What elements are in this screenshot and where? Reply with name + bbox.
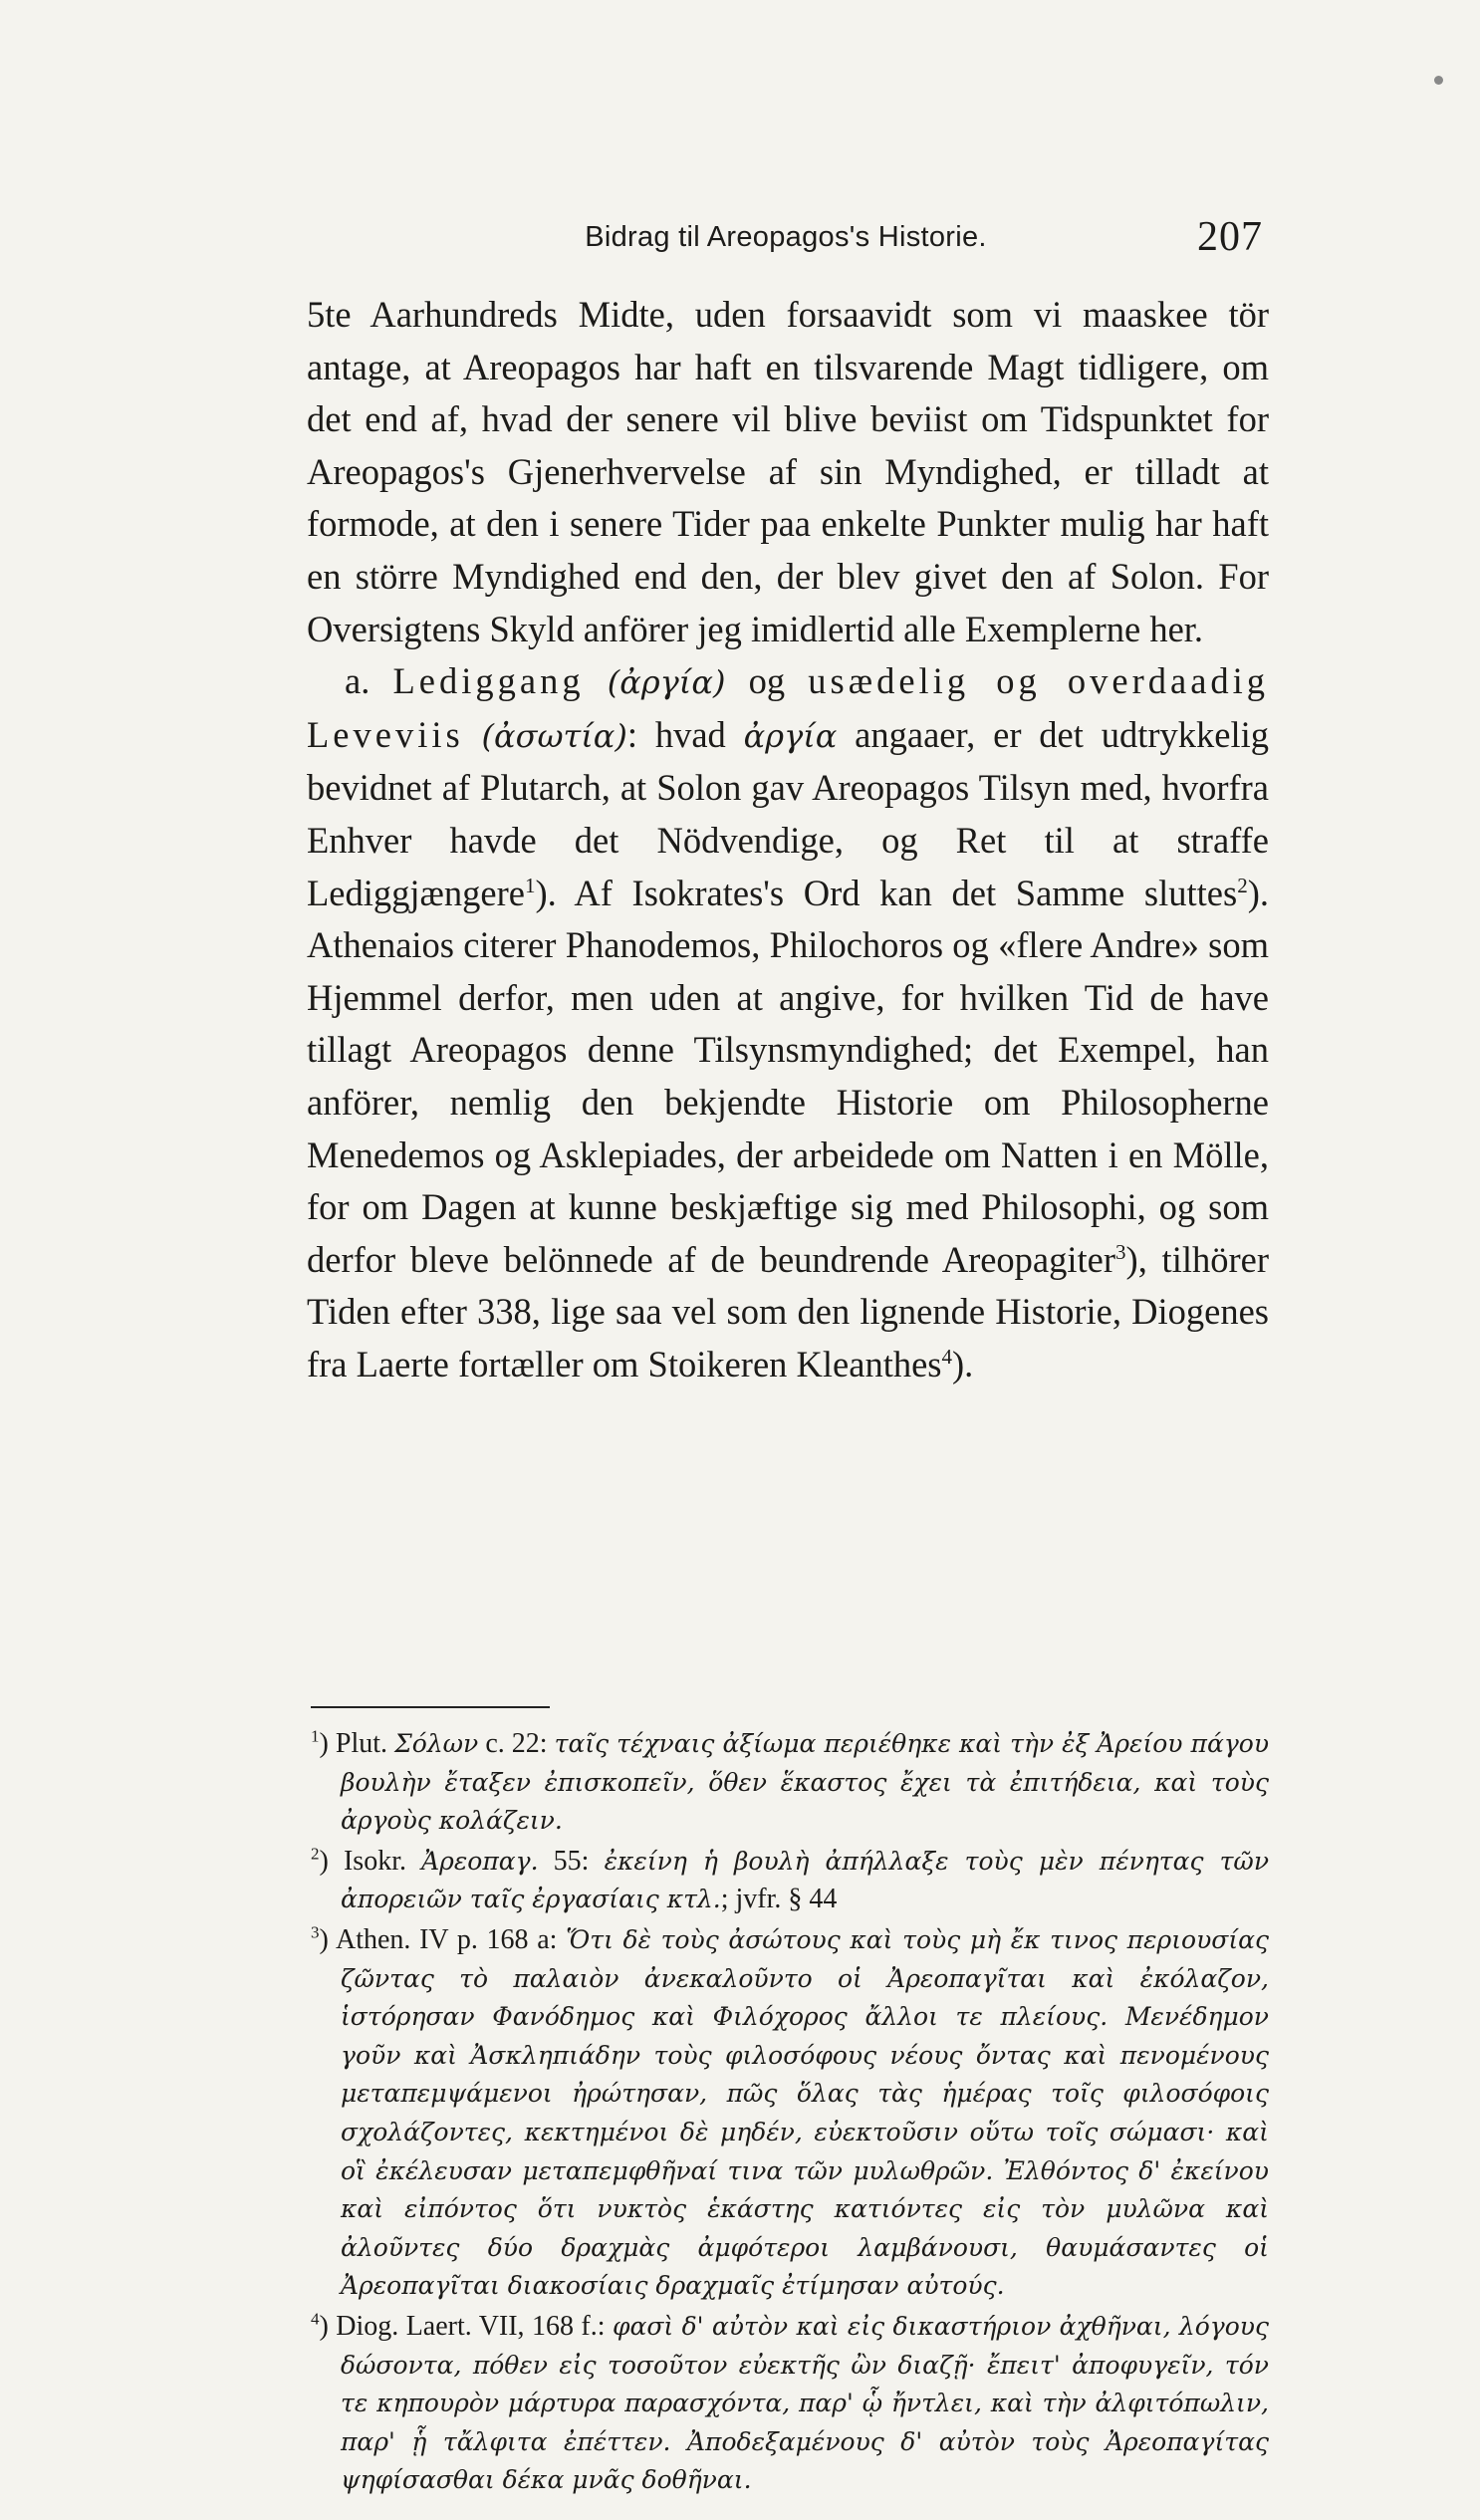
page-number: 207 xyxy=(1197,214,1263,260)
footnote-number: 2 xyxy=(311,1844,320,1864)
footnote-2: $^2$) Isokr. Ἀρεοπαγ. 55: ἐκείνη ἡ βουλὴ ἀπήλλαξε τοὺς μὲν πένητας τῶν ἀπορειῶν ταῖς ἐργασίαις κτλ.; jvfr. § 44 xyxy=(311,1844,1270,1915)
footnote-greek-title: Σόλων xyxy=(394,1729,479,1758)
footnote-number: 1 xyxy=(311,1726,320,1746)
footnote-greek: ἐκείνη ἡ βουλὴ ἀπήλλαξε τοὺς μὲν πένητας τῶν ἀπορειῶν ταῖς ἐργασίαις κτλ. xyxy=(341,1846,1270,1914)
footnote-3: $^3$) Athen. IV p. 168 a: Ὅτι δὲ τοὺς ἀσώτους καὶ τοὺς μὴ ἔκ τινος περιουσίας ζῶντας τὸ παλαιὸν ἀνεκαλοῦντο οἱ Ἀρεοπαγῖται καὶ ἐκόλαζον, ἱστόρησαν Φανόδημος καὶ Φιλόχορος ἄλλοι τε πλείους. Μενέδημον γοῦν καὶ Ἀσκληπιάδην τοὺς φιλοσόφους νέους ὄντας καὶ πενομένους μεταπεμψάμενοι ἠρώτησαν, πῶς ὅλας τὰς ἡμέρας τοῖς φιλοσόφοις σχολάζοντες, κεκτημένοι δὲ μηδέν, εὐεκτοῦσιν οὕτω τοῖς σώμασι· καὶ οἳ ἐκέλευσαν μεταπεμφθῆναί τινα τῶν μυλωθρῶν. Ἐλθόντος δ' ἐκείνου καὶ εἰπόντος ὅτι νυκτὸς ἑκάστης κατιόντες εἰς τὸν μυλῶνα καὶ ἀλοῦντες δύο δραχμὰς ἀμφότεροι λαμβάνουσι, θαυμάσαντες οἱ Ἀρεοπαγῖται διακοσίαις δραχμαῖς ἐτίμησαν αὐτούς. xyxy=(311,1922,1270,2301)
greek-argia: (ἀργία) xyxy=(607,663,726,702)
footnote-number: 4 xyxy=(311,2309,320,2329)
footnote-ref-4: 4 xyxy=(941,1344,952,1369)
footnote-greek: φασὶ δ' αὐτὸν καὶ εἰς δικαστήριον ἀχθῆναι, λόγους δώσοντα, πόθεν εἰς τοσοῦτον εὐεκτῆς ὢν διαζῇ· ἔπειτ' ἀποφυγεῖν, τόν τε κηπουρὸν μάρτυρα παρασχόντα, παρ' ᾧ ἤντλει, καὶ τὴν ἀλφιτόπωλιν, παρ' ᾗ τἄλφιτα ἐπέττεν. Ἀποδεξαμένους δ' αὐτὸν τοὺς Ἀρεοπαγίτας ψηφίσασθαι δέκα μνᾶς δοθῆναι. xyxy=(341,2311,1269,2495)
term-leveviis: usædelig og overdaadig Leveviis xyxy=(307,660,1270,755)
term-lediggang: Lediggang xyxy=(392,660,585,702)
footnote-greek: Ὅτι δὲ τοὺς ἀσώτους καὶ τοὺς μὴ ἔκ τινος περιουσίας ζῶντας τὸ παλαιὸν ἀνεκαλοῦντο οἱ Ἀρεοπαγῖται καὶ ἐκόλαζον, ἱστόρησαν Φανόδημος καὶ Φιλόχορος ἄλλοι τε πλείους. Μενέδημον γοῦν καὶ Ἀσκληπιάδην τοὺς φιλοσόφους νέους ὄντας καὶ πενομένους μεταπεμψάμενοι ἠρώτησαν, πῶς ὅλας τὰς ἡμέρας τοῖς φιλοσόφοις σχολάζοντες, κεκτημένοι δὲ μηδέν, εὐεκτοῦσιν οὕτω τοῖς σώμασι· καὶ οἳ ἐκέλευσαν μεταπεμφθῆναί τινα τῶν μυλωθρῶν. Ἐλθόντος δ' ἐκείνου καὶ εἰπόντος ὅτι νυκτὸς ἑκάστης κατιόντες εἰς τὸν μυλῶνα καὶ ἀλοῦντες δύο δραχμὰς ἀμφότεροι λαμβάνουσι, θαυμάσαντες οἱ Ἀρεοπαγῖται διακοσίαις δραχμαῖς ἐτίμησαν αὐτούς. xyxy=(341,1924,1270,2301)
paragraph-1: 5te Aarhundreds Midte, uden forsaavidt som vi maaskee tör antage, at Areopagos har haft en tilsvarende Magt tidligere, om det end af, hvad der senere vil blive beviist om Tidspunktet for Areopagos's Gjenerhvervelse af sin Myndighed, er tilladt at formode, at den i senere Tider paa enkelte Punkter mulig har haft en större Myndighed end den, der blev givet den af Solon. For Oversigtens Skyld anförer jeg imidlertid alle Exemplerne her. xyxy=(307,294,1269,649)
footnote-ref-1: 1 xyxy=(524,873,536,897)
footnote-ref-2: 2 xyxy=(1237,873,1248,897)
running-head xyxy=(309,213,1263,263)
footnote-ref: Plut. xyxy=(335,1728,388,1759)
footnotes xyxy=(311,1725,1269,2502)
greek-asotia: (ἀσωτία) xyxy=(481,716,627,755)
footnote-4: $^4$) Diog. Laert. VII, 168 f.: φασὶ δ' αὐτὸν καὶ εἰς δικαστήριον ἀχθῆναι, λόγους δώσοντα, πόθεν εἰς τοσοῦτον εὐεκτῆς ὢν διαζῇ· ἔπειτ' ἀποφυγεῖν, τόν τε κηπουρὸν μάρτυρα παρασχόντα, παρ' ᾧ ἤντλει, καὶ τὴν ἀλφιτόπωλιν, παρ' ᾗ τἄλφιτα ἐπέττεν. Ἀποδεξαμένους δ' αὐτὸν τοὺς Ἀρεοπαγίτας ψηφίσασθαι δέκα μνᾶς δοθῆναι. xyxy=(311,2309,1269,2495)
paragraph-2: a. Lediggang (ἀργία) og usædelig og overdaadig Leveviis (ἀσωτία): hvad ἀργία angaaer, er det udtrykkelig bevidnet af Plutarch, at Solon gav Areopagos Tilsyn med, hvorfra Enhver havde det Nödvendige, og Ret til at straffe Lediggjængere$^1$). Af Isokrates's Ord kan det Samme sluttes$^2$). Athenaios citerer Phanodemos, Philochoros og «flere Andre» som Hjemmel derfor, men uden at angive, for hvilken Tid de have tillagt Areopagos denne Tilsynsmyndighed; det Exempel, han anförer, nemlig den bekjendte Historie om Philosopherne Menedemos og Asklepiades, der arbeidede om Natten i en Mölle, for om Dagen at kunne beskjæftige sig med Philosophi, og som derfor bleve belönnede af de beundrende Areopagiter$^3$), tilhörer Tiden efter 338, lige saa vel som den lignende Historie, Diogenes fra Laerte fortæller om Stoikeren Kleanthes$^4$). xyxy=(307,660,1270,1385)
main-text xyxy=(307,289,1269,1390)
text-run: . xyxy=(964,1343,974,1385)
footnote-greek-title: Ἀρεοπαγ. xyxy=(421,1846,539,1876)
section-label: a. xyxy=(345,660,370,702)
text-run: angaaer, er det udtrykkelig bevidnet af Plutarch, at Solon gav Areopagos Tilsyn med, hvorfra Enhver havde det Nödvendige, og Ret til at straffe Lediggjængere xyxy=(307,713,1269,913)
footnote-ref: Diog. Laert. VII, 168 f.: xyxy=(336,2310,606,2342)
text-run: , tilhörer Tiden efter 338, lige saa vel som den lignende Historie, Diogenes fra Laerte fortæller om Stoikeren Kleanthes xyxy=(307,1238,1269,1385)
footnote-number: 3 xyxy=(311,1922,320,1942)
footnote-greek: ταῖς τέχναις ἀξίωμα περιέθηκε καὶ τὴν ἐξ Ἀρείου πάγου βουλὴν ἔταξεν ἐπισκοπεῖν, ὅθεν ἕκαστος ἔχει τὰ ἐπιτήδεια, καὶ τοὺς ἀργοὺς κολάζειν. xyxy=(341,1729,1270,1836)
greek-argia-term: ἀργία xyxy=(743,716,838,755)
footnote-ref-3: 3 xyxy=(1115,1239,1126,1264)
footnote-1: $^1$) Plut. Σόλων c. 22: ταῖς τέχναις ἀξίωμα περιέθηκε καὶ τὴν ἐξ Ἀρείου πάγου βουλὴν ἔταξεν ἐπισκοπεῖν, ὅθεν ἕκαστος ἔχει τὰ ἐπιτήδεια, καὶ τοὺς ἀργοὺς κολάζειν. xyxy=(311,1726,1270,1836)
ink-spot xyxy=(1434,76,1443,85)
text-run: : hvad xyxy=(626,713,726,755)
footnote-cite: 55: xyxy=(553,1845,590,1877)
conjunction: og xyxy=(748,660,786,702)
footnote-ref: Isokr. xyxy=(343,1845,406,1877)
text-run: . Athenaios citerer Phanodemos, Philochoros og «flere Andre» som Hjemmel derfor, men uden at angive, for hvilken Tid de have tillagt Areopagos denne Tilsynsmyndighed; det Exempel, han anförer, nemlig den bekjendte Historie om Philosopherne Menedemos og Asklepiades, der arbeidede om Natten i en Mölle, for om Dagen at kunne beskjæftige sig med Philosophi, og som derfor bleve belönnede af de beundrende Areopagiter xyxy=(307,872,1269,1280)
footnote-tail: ; jvfr. § 44 xyxy=(720,1884,838,1915)
footnote-divider xyxy=(311,1706,550,1708)
text-run: . Af Isokrates's Ord kan det Samme sluttes xyxy=(547,872,1238,913)
footnote-ref: Athen. IV p. 168 a: xyxy=(335,1923,558,1955)
running-title: Bidrag til Areopagos's Historie. xyxy=(585,221,987,253)
footnote-cite: c. 22: xyxy=(485,1728,548,1759)
